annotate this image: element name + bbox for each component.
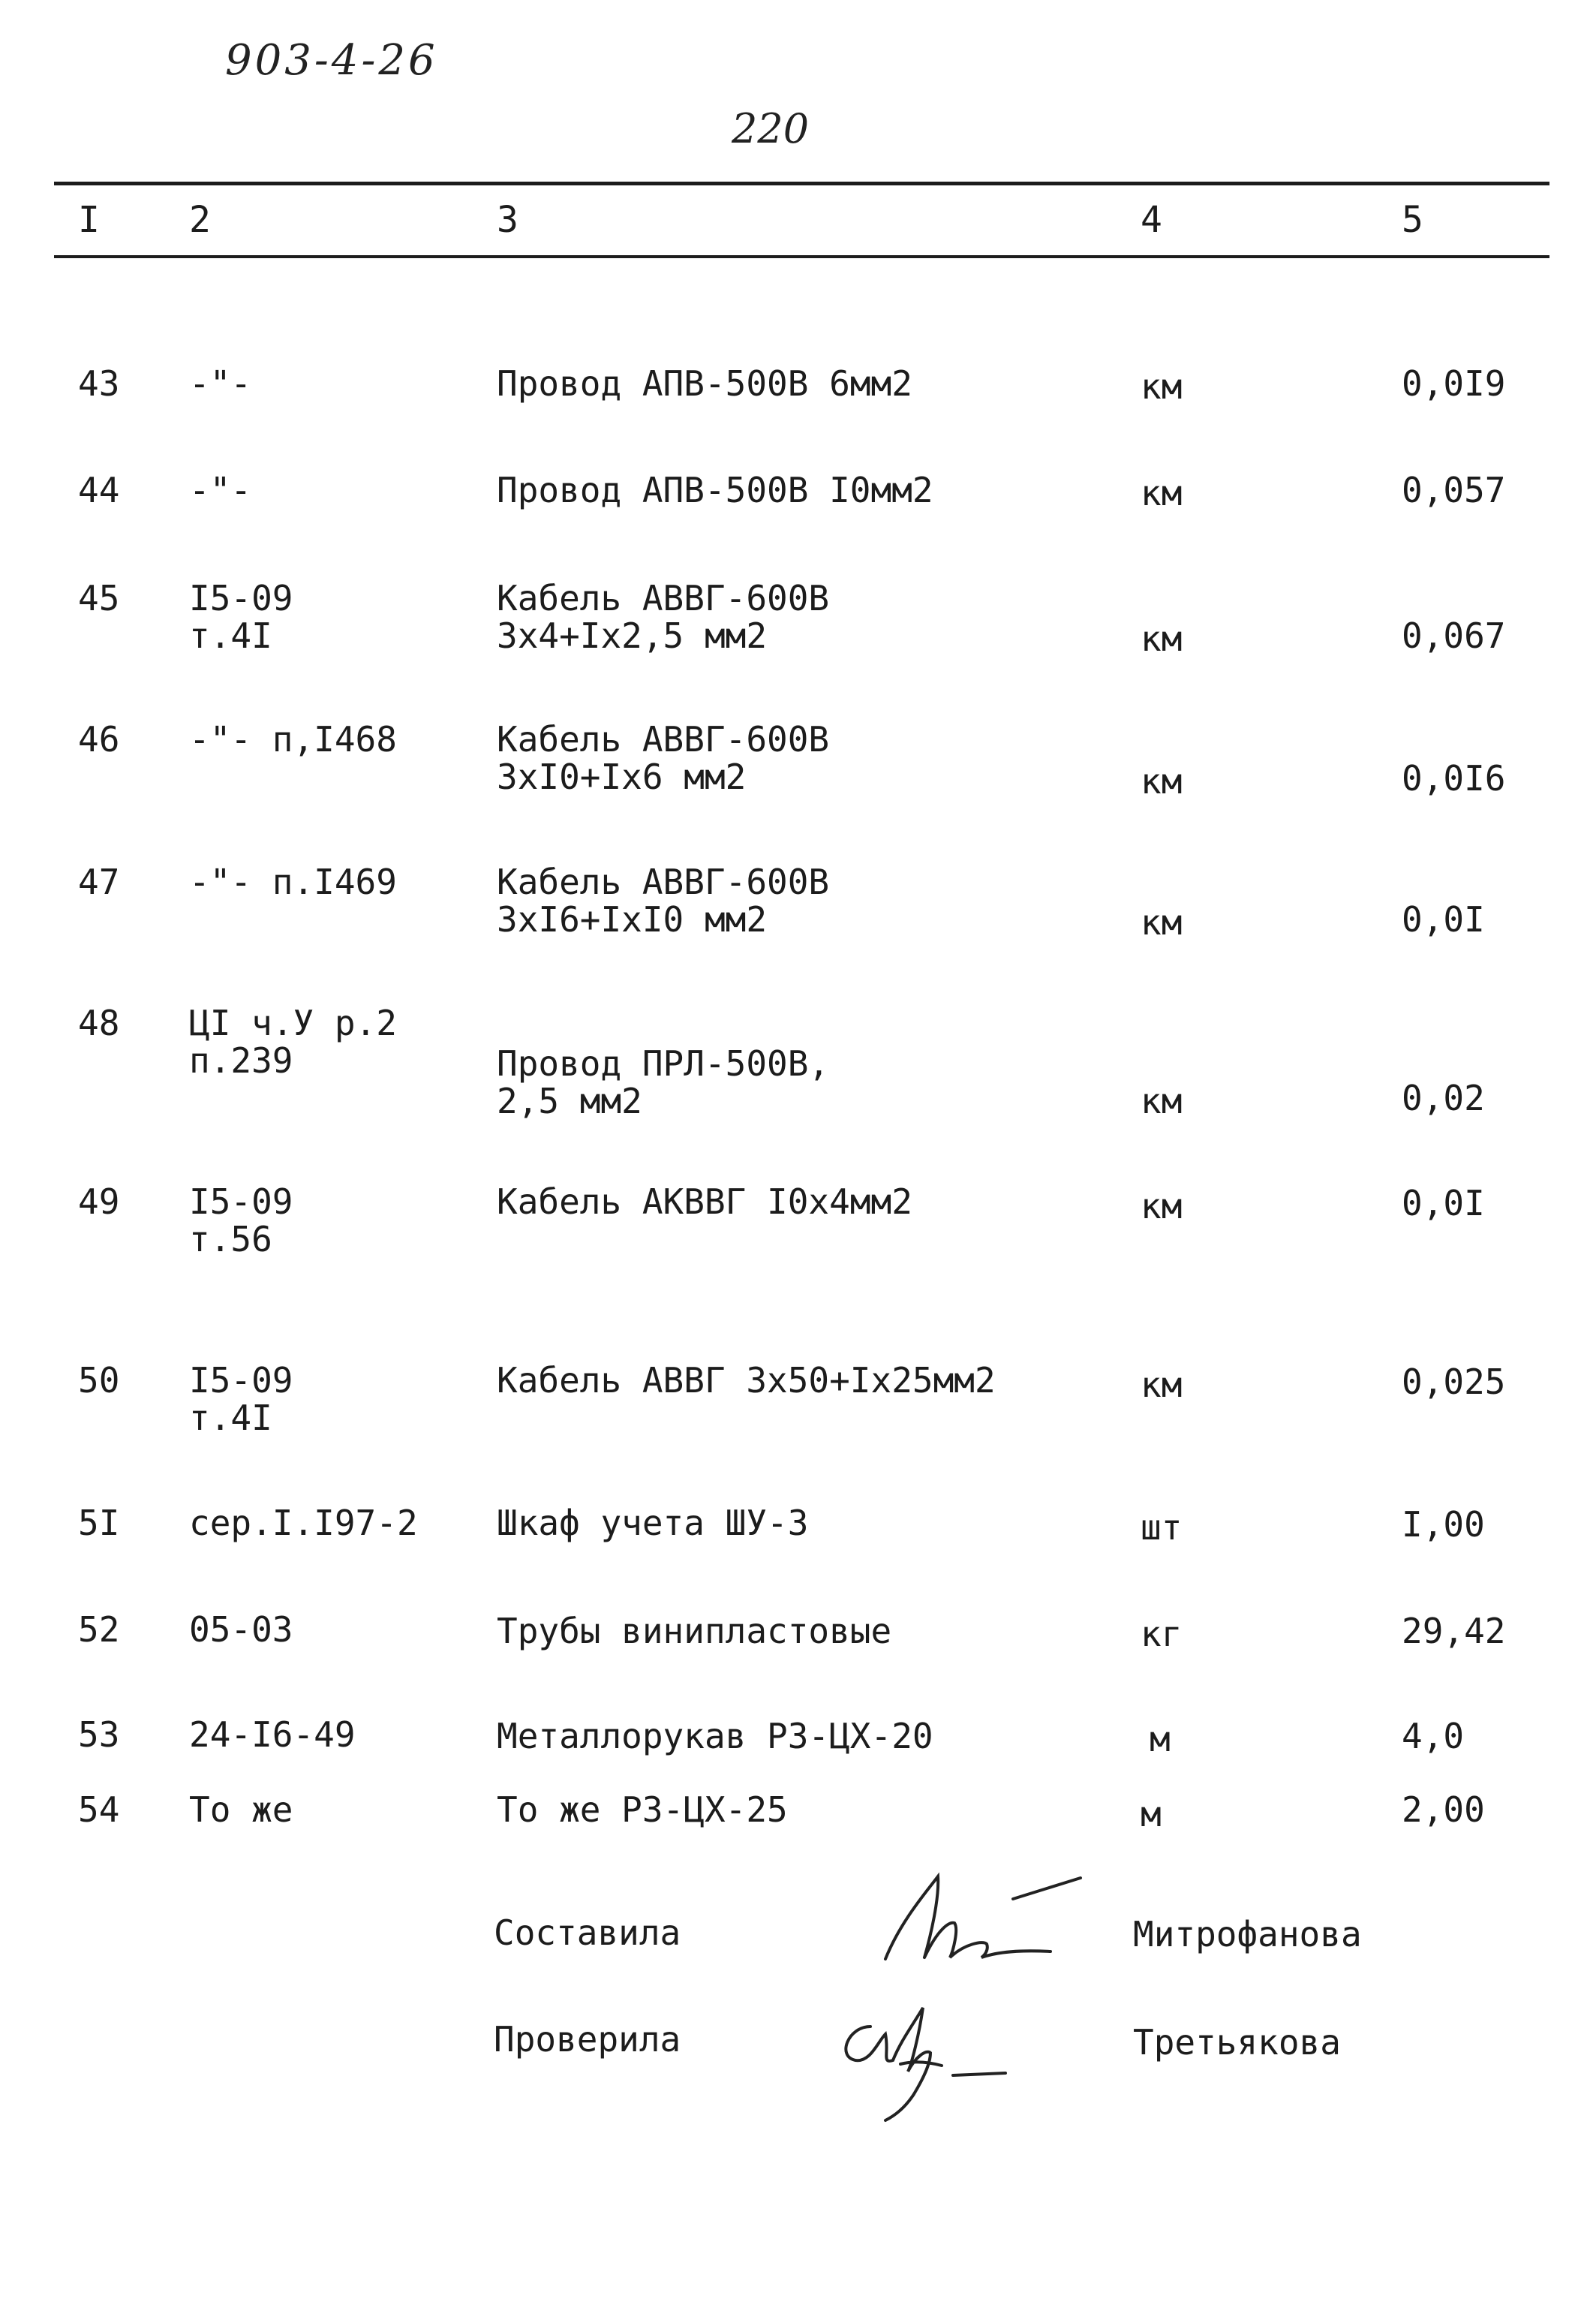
page-number: 220 [732, 105, 810, 152]
row-number: 43 [78, 363, 120, 404]
row-name: Металлорукав РЗ-ЦХ-20 [497, 1716, 933, 1756]
row-number: 53 [78, 1714, 120, 1755]
compiled-by-label: Составила [494, 1912, 681, 1953]
row-name: Провод АПВ-500В I0мм2 [497, 470, 933, 510]
row-unit: км [1141, 1365, 1183, 1405]
row-quantity: 0,025 [1402, 1362, 1506, 1402]
row-quantity: 0,0I [1402, 899, 1485, 940]
row-name: Провод АПВ-500В 6мм2 [497, 363, 912, 404]
row-quantity: 4,0 [1402, 1716, 1465, 1756]
row-reference: -"- п,I468 [189, 719, 397, 760]
compiled-by-name: Митрофанова [1133, 1914, 1362, 1954]
row-number: 49 [78, 1181, 120, 1222]
row-name: Кабель АВВГ-600В 3х4+Iх2,5 мм2 [497, 578, 830, 656]
row-name: Кабель АВВГ 3х50+Iх25мм2 [497, 1360, 996, 1401]
row-name: Трубы винипластовые [497, 1611, 892, 1651]
row-name: Шкаф учета ШУ-3 [497, 1503, 809, 1543]
row-reference: 05-03 [189, 1609, 293, 1650]
row-name: Кабель АВВГ-600В 3хI6+IхI0 мм2 [497, 862, 830, 940]
row-unit: км [1141, 902, 1183, 943]
row-number: 5I [78, 1503, 120, 1543]
row-number: 52 [78, 1609, 120, 1650]
column-header-5: 5 [1402, 199, 1423, 241]
row-unit: м [1141, 1794, 1162, 1834]
row-quantity: 0,0I [1402, 1183, 1485, 1223]
row-quantity: 0,067 [1402, 615, 1506, 656]
column-header-2: 2 [189, 199, 211, 241]
row-unit: шт [1141, 1507, 1183, 1548]
row-reference: -"- п.I469 [189, 862, 397, 902]
row-reference: То же [189, 1789, 293, 1830]
row-unit: км [1141, 1081, 1183, 1121]
row-reference: ЦI ч.У р.2 п.239 [189, 1003, 397, 1081]
row-quantity: 0,02 [1402, 1078, 1485, 1118]
table-top-rule [54, 182, 1549, 185]
row-reference: 24-I6-49 [189, 1714, 356, 1755]
signature-icon [818, 1982, 1043, 2132]
row-unit: м [1150, 1719, 1171, 1759]
row-number: 45 [78, 578, 120, 618]
table-header-rule [54, 255, 1549, 258]
row-unit: км [1141, 473, 1183, 513]
row-reference: I5-09 т.4I [189, 578, 293, 656]
row-number: 50 [78, 1360, 120, 1401]
row-name: Кабель АВВГ-600В 3хI0+Iх6 мм2 [497, 719, 830, 797]
row-reference: сер.I.I97-2 [189, 1503, 418, 1543]
row-number: 48 [78, 1003, 120, 1043]
column-header-1: I [78, 199, 100, 241]
row-number: 46 [78, 719, 120, 760]
row-quantity: I,00 [1402, 1504, 1485, 1545]
row-name: Кабель АКВВГ I0х4мм2 [497, 1181, 912, 1222]
row-quantity: 0,0I9 [1402, 363, 1506, 404]
row-name: Провод ПРЛ-500В, 2,5 мм2 [497, 1043, 830, 1121]
signature-icon [855, 1869, 1096, 1974]
row-quantity: 0,0I6 [1402, 758, 1506, 799]
column-header-3: 3 [497, 199, 518, 241]
row-quantity: 29,42 [1402, 1611, 1506, 1651]
row-unit: км [1141, 366, 1183, 407]
row-unit: км [1141, 618, 1183, 659]
row-quantity: 0,057 [1402, 470, 1506, 510]
document-number: 903-4-26 [225, 36, 438, 85]
row-number: 47 [78, 862, 120, 902]
row-name: То же РЗ-ЦХ-25 [497, 1789, 788, 1830]
row-unit: км [1141, 761, 1183, 802]
row-unit: км [1141, 1186, 1183, 1226]
row-reference: I5-09 т.4I [189, 1360, 293, 1438]
row-unit: кг [1141, 1614, 1183, 1654]
column-header-4: 4 [1141, 199, 1162, 241]
row-number: 44 [78, 470, 120, 510]
row-reference: -"- [189, 363, 252, 404]
row-number: 54 [78, 1789, 120, 1830]
row-quantity: 2,00 [1402, 1789, 1485, 1830]
checked-by-name: Третьякова [1133, 2022, 1341, 2063]
checked-by-label: Проверила [494, 2019, 681, 2060]
row-reference: -"- [189, 470, 252, 510]
row-reference: I5-09 т.56 [189, 1181, 293, 1259]
